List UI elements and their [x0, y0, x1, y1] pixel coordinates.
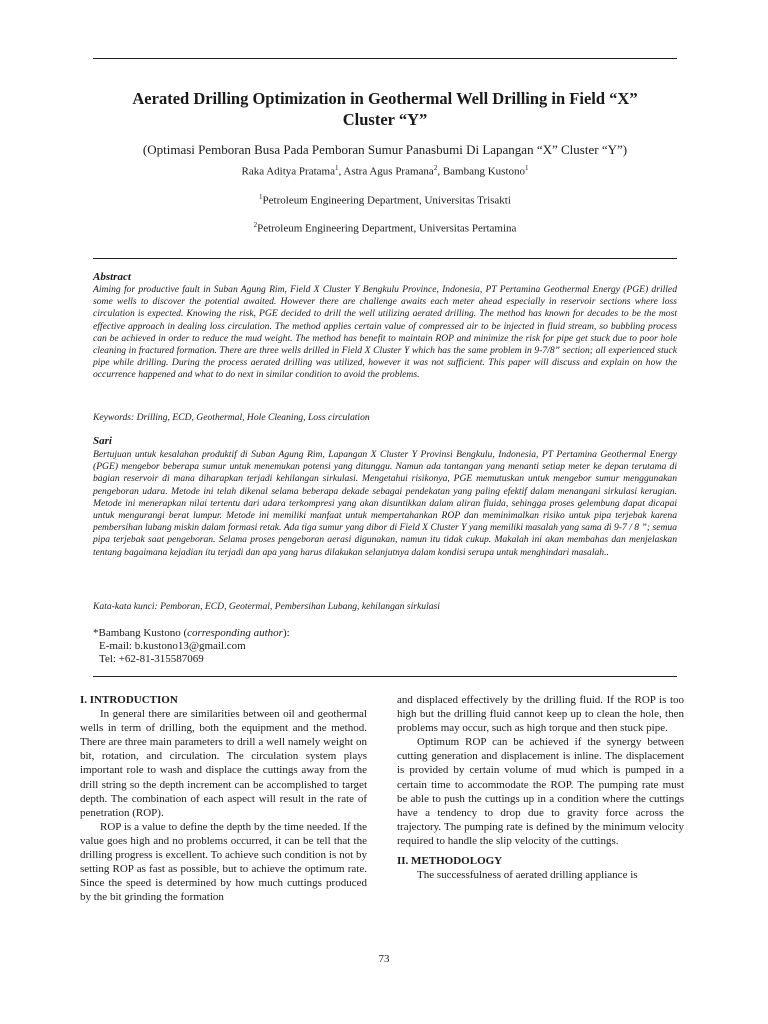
body-paragraph: and displaced effectively by the drilling fluid. If the ROP is too high but the drilling fluid cannot keep up to clean the hole, then problems may occur, such as high torque and then stuck pipe. [397, 694, 684, 735]
correspondence-block [93, 627, 290, 666]
paper-title [60, 88, 710, 130]
section-rule [93, 676, 677, 677]
abstract-body: Aiming for productive fault in Suban Agung Rim, Field X Cluster Y Bengkulu Province, Indonesia, PT Pertamina Geothermal Energy (PGE) drilled some wells to discover the potential awaited. However there are challenge awaits each meter ahead especially in reservoir sections where loss circulation is expected. Knowing the risk, PGE decided to drill the well utilizing aerated drilling. The method has known for decades to be the most effective approach in dealing loss circulation. The method applies certain value of compressed air to be injected in fluid stream, so bubbling process can be achieved in order to reduce the mud weight. The method has benefit to maintain ROP and minimize the risk for pipe get stuck due to poor hole cleaning in fractured formation. There are three wells drilled in Field X Cluster Y which has the same problem in 9-7/8” section; all experienced stuck pipe while drilling. During the process aerated drilling was utilized, however it was not sufficient. This paper will discuss and explain on how the occurrence happened and what to do next in similar condition to avoid the problems. [93, 284, 677, 381]
author-name: Astra Agus Pramana [343, 165, 434, 178]
body-paragraph: Optimum ROP can be achieved if the synergy between cutting generation and displacement is inline. The displacement is provided by certain volume of mud which is pumped in a certain time to accommodate the ROP. The pumping rate must be able to push the cuttings up in a condition where the cuttings have a tendency to drop due to gravity force across the trajectory. The pumping rate is defined by the minimum velocity required to handle the slip velocity of the cuttings. [397, 736, 684, 847]
author-separator: , [338, 165, 344, 178]
right-column [397, 693, 684, 882]
author-affil-mark: 1 [334, 164, 339, 172]
sari-keywords: Kata-kata kunci: Pemboran, ECD, Geotermal, Pembersihan Lubang, kehilangan sirkulasi [93, 601, 440, 612]
affiliation-2 [50, 221, 720, 235]
left-column [80, 693, 367, 904]
sari-body: Bertujuan untuk kesalahan produktif di Suban Agung Rim, Lapangan X Cluster Y Provinsi Bengkulu, Indonesia, PT Pertamina Geothermal Energy (PGE) mengebor beberapa sumur untuk menemukan potensi yang ditunggu. Namun ada tantangan yang menanti setiap meter ke depan terutama di bagian reservoir di mana diharapkan terjadi kehilangan sirkulasi. Mengetahui risikonya, PGE memutuskan untuk mengebor sumur menggunakan pengeboran udara. Metode ini telah dikenal selama beberapa dekade sebagai pendekatan yang paling efektif dalam menangani sirkulasi kerugian. Metode ini menerapkan nilai tertentu dari udara terkompresi yang akan disuntikkan dalam aliran fluida, sehingga proses gelembung dapat dicapai untuk mengurangi berat lumpur. Metode ini memiliki manfaat untuk mempertahankan ROP dan meminimalkan risiko untuk pipa terjebak karena pembersihan lubang miskin dalam formasi retak. Ada tiga sumur yang dibor di Field X Cluster Y yang memiliki masalah yang sama di 9-7 / 8 ”; semua pipa terjebak saat pengeboran. Selama proses pengeboran aerasi digunakan, namun itu tidak cukup. Makalah ini akan membahas dan menjelaskan tentang bagaimana kejadian itu terjadi dan apa yang harus dilakukan selanjutnya dalam kondisi serupa untuk menghindari masalah.. [93, 449, 677, 558]
abstract-heading: Abstract [93, 271, 131, 283]
corr-close: ): [282, 627, 290, 639]
corr-name: *Bambang Kustono ( [93, 627, 188, 639]
intro-paragraph: ROP is a value to define the depth by the time needed. If the value goes high and no problems occurred, it can be tell that the drilling progress is excellent. To achieve such condition is not by setting ROP as fast as possible, but to achieve the optimum rate. Since the speed is determined by how much cuttings produced by the bit grinding the formation [80, 820, 367, 904]
methodology-paragraph: The successfulness of aerated drilling appliance is [417, 869, 638, 882]
title-line-1: Aerated Drilling Optimization in Geothermal Well Drilling in Field “X” [132, 89, 638, 108]
page-number: 73 [378, 953, 390, 965]
affil-text: Petroleum Engineering Department, Universitas Trisakti [262, 194, 511, 207]
author-affil-mark: 2 [433, 164, 438, 172]
paper-subtitle: (Optimasi Pemboran Busa Pada Pemboran Sumur Panasbumi Di Lapangan “X” Cluster “Y”) [142, 142, 628, 157]
corr-email: E-mail: b.kustono13@gmail.com [99, 640, 246, 652]
author-name: Bambang Kustono [442, 165, 526, 178]
author-separator: , [437, 165, 443, 178]
affil-mark: 1 [259, 193, 263, 201]
intro-paragraph: In general there are similarities between oil and geothermal wells in term of drilling, both the equipment and the method. There are three main parameters to drill a well namely weight on bit, rotation, and circulation. The circulation system plays important role to wash and displace the cuttings away from the drill string so the depth increment can be accomplished to target depth. The combination of each aspect will result in the rate of penetration (ROP). [80, 708, 367, 819]
methodology-heading: II. METHODOLOGY [397, 855, 503, 868]
intro-heading: I. INTRODUCTION [80, 694, 178, 706]
corresponding-author [93, 627, 290, 640]
affil-mark: 2 [253, 221, 258, 229]
author-affil-mark: 1 [525, 164, 529, 172]
section-rule [93, 258, 677, 259]
author-list [50, 164, 720, 178]
author-name: Raka Aditya Pratama [241, 165, 335, 178]
abstract-keywords: Keywords: Drilling, ECD, Geothermal, Hole Cleaning, Loss circulation [93, 412, 370, 423]
affiliation-1 [50, 193, 720, 207]
title-line-2: Cluster “Y” [342, 110, 428, 129]
affil-text: Petroleum Engineering Department, Universitas Pertamina [257, 222, 517, 235]
corr-role: corresponding author [187, 627, 283, 639]
corr-tel: Tel: +62-81-315587069 [99, 653, 204, 665]
top-rule [93, 58, 677, 59]
sari-heading: Sari [93, 435, 112, 447]
